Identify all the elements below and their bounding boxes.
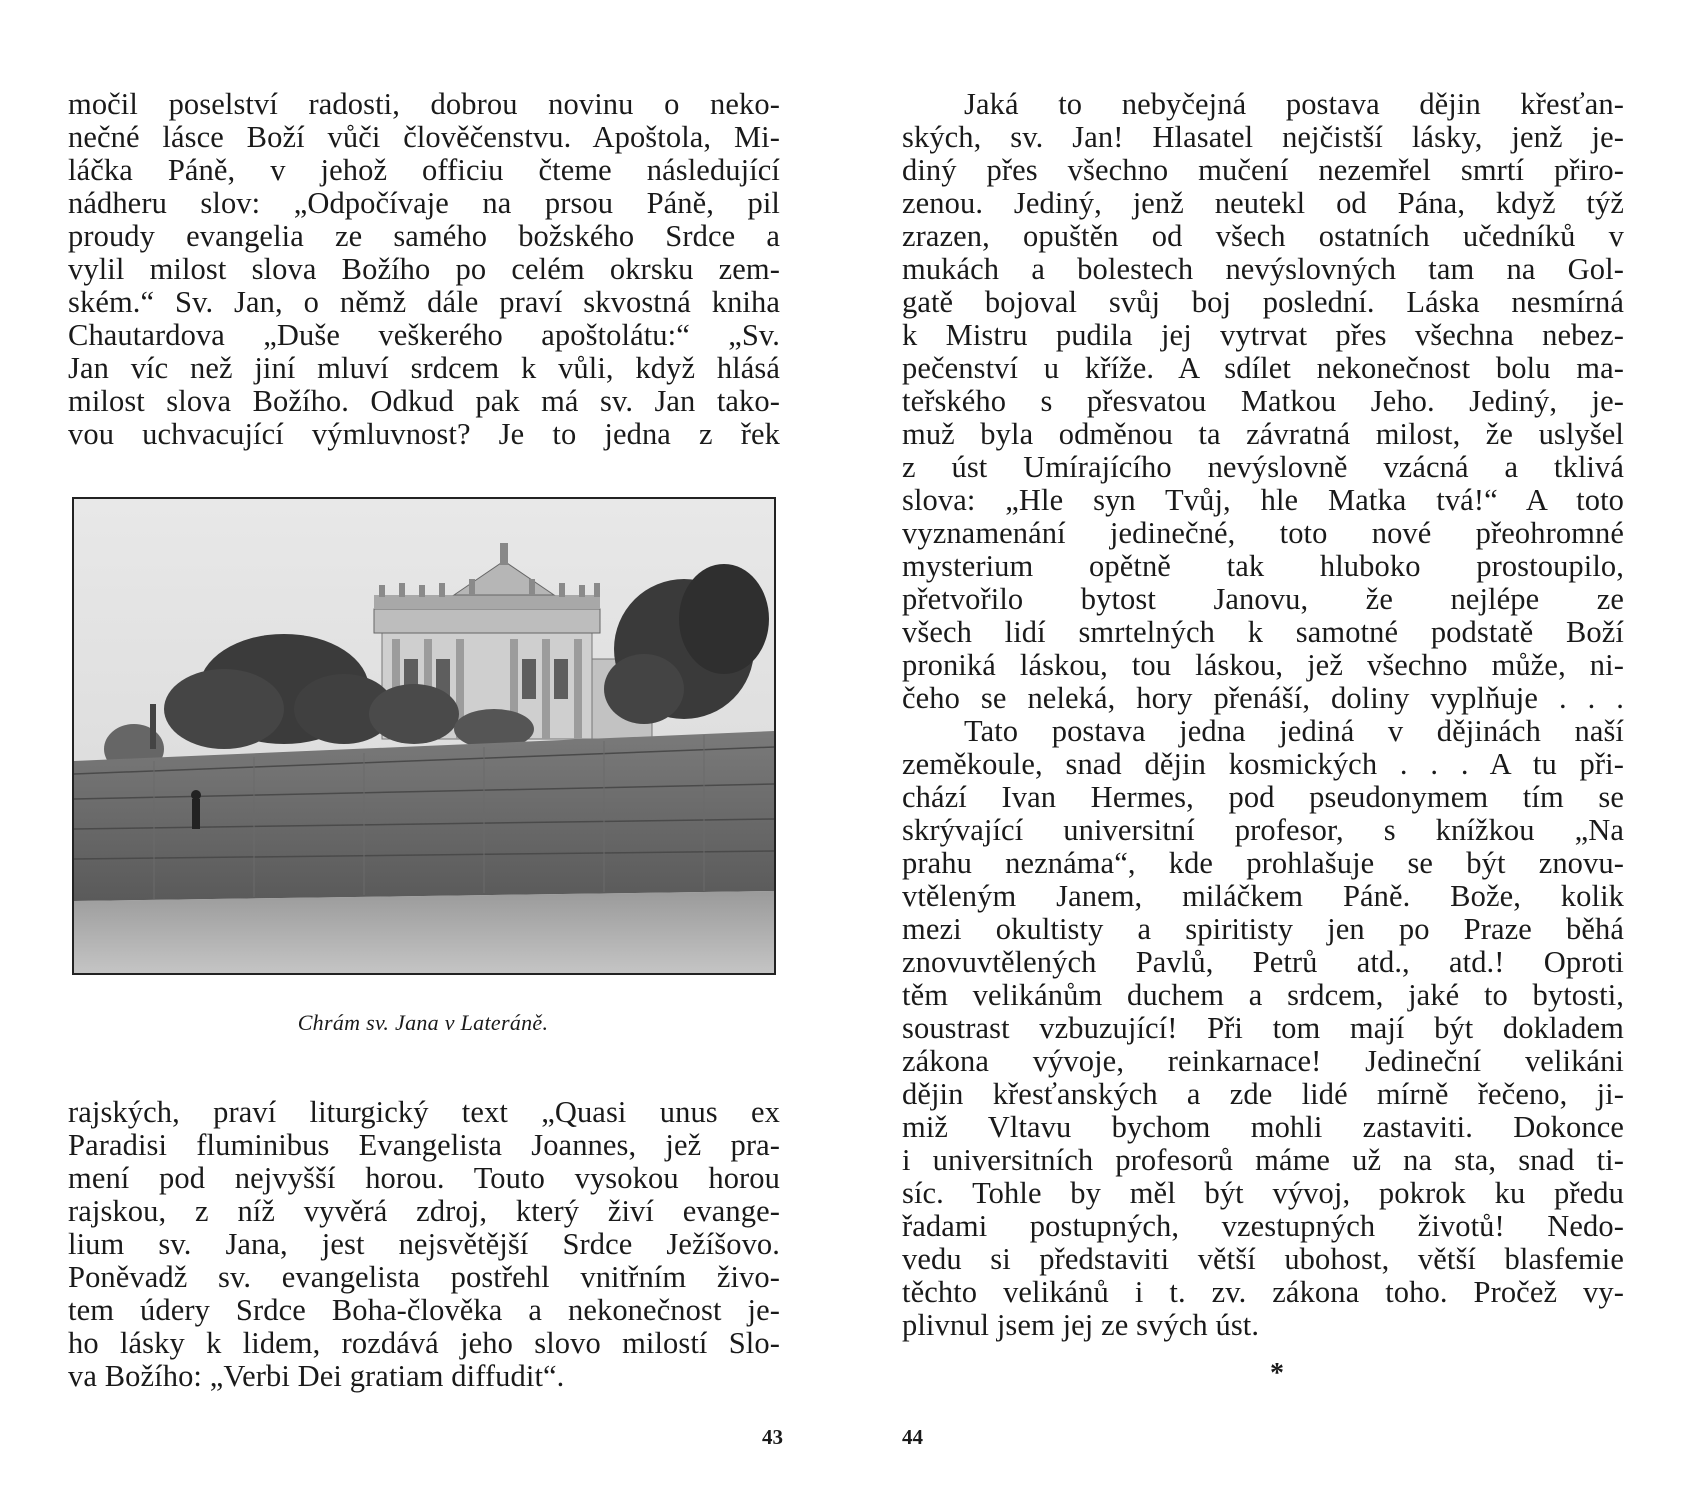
text-line: vou uchvacující výmluvnost? Je to jedna z řek xyxy=(68,417,780,451)
text-line: skrývající universitní profesor, s knížkou „Na xyxy=(902,813,1624,847)
left-page-bottom-text xyxy=(68,1096,780,1393)
text-line: prahu neznáma“, kde prohlašuje se být znovu- xyxy=(902,846,1624,880)
text-line: plivnul jsem jej ze svých úst. xyxy=(902,1308,1260,1342)
text-line: těchto velikánů i t. zv. zákona toho. Pročež vy- xyxy=(902,1275,1624,1309)
text-line: ských, sv. Jan! Hlasatel nejčistší lásky, jenž je- xyxy=(902,120,1624,154)
text-line: tem údery Srdce Boha-člověka a nekonečnost je- xyxy=(68,1293,780,1327)
text-line: muž byla odměnou ta závratná milost, že uslyšel xyxy=(902,417,1624,451)
text-line: ském.“ Sv. Jan, o němž dále praví skvostná kniha xyxy=(68,285,780,319)
text-line: slova: „Hle syn Tvůj, hle Matka tvá!“ A toto xyxy=(902,483,1624,517)
text-line: močil poselství radosti, dobrou novinu o neko- xyxy=(68,87,780,121)
right-page xyxy=(846,0,1692,1500)
text-line: mezi okultisty a spiritisty jen po Praze běhá xyxy=(902,912,1624,946)
text-line: čeho se neleká, hory přenáší, doliny vyplňuje . . . xyxy=(902,681,1624,715)
text-line: nečné lásce Boží vůči člověčenstvu. Apoštola, Mi- xyxy=(68,120,780,154)
text-line: Paradisi fluminibus Evangelista Joannes, jež pra- xyxy=(68,1128,780,1162)
text-line: rajskou, z níž vyvěrá zdroj, který živí evange- xyxy=(68,1194,780,1228)
text-line: chází Ivan Hermes, pod pseudonymem tím se xyxy=(902,780,1624,814)
church-photograph xyxy=(72,497,776,975)
text-line: těm velikánům duchem a srdcem, jaké to bytosti, xyxy=(902,978,1624,1012)
text-line: soustrast vzbuzující! Při tom mají být dokladem xyxy=(902,1011,1624,1045)
text-line: milost slova Božího. Odkud pak má sv. Jan tako- xyxy=(68,384,780,418)
text-line: láčka Páně, v jehož officiu čteme následující xyxy=(68,153,780,187)
text-line: zeměkoule, snad dějin kosmických . . . A tu při- xyxy=(902,747,1624,781)
page-number: 43 xyxy=(762,1425,783,1449)
text-line: gatě bojoval svůj boj poslední. Láska nesmírná xyxy=(902,285,1624,319)
text-line: vtěleným Janem, miláčkem Páně. Bože, kolik xyxy=(902,879,1624,913)
text-line: mení pod nejvyšší horou. Touto vysokou horou xyxy=(68,1161,780,1195)
text-line: znovuvtělených Pavlů, Petrů atd., atd.! Oproti xyxy=(902,945,1624,979)
section-asterisk: * xyxy=(1270,1358,1284,1389)
photo-caption: Chrám sv. Jana v Lateráně. xyxy=(297,1010,549,1035)
text-line: rajských, praví liturgický text „Quasi unus ex xyxy=(68,1095,780,1129)
text-line: ho lásky k lidem, rozdává jeho slovo milostí Slo- xyxy=(68,1326,780,1360)
text-line: mukách a bolestech nevýslovných tam na Gol- xyxy=(902,252,1624,286)
text-line: Jaká to nebyčejná postava dějin křesťan- xyxy=(964,87,1624,121)
text-line: všech lidí smrtelných k samotné podstatě Boží xyxy=(902,615,1624,649)
text-line: vylil milost slova Božího po celém okrsku zem- xyxy=(68,252,780,286)
text-line: pečenství u kříže. A sdílet nekonečnost bolu ma- xyxy=(902,351,1624,385)
text-line: Poněvadž sv. evangelista postřehl vnitřním živo- xyxy=(68,1260,780,1294)
text-line: zrazen, opuštěn od všech ostatních učedníků v xyxy=(902,219,1624,253)
text-line: síc. Tohle by měl být vývoj, pokrok ku předu xyxy=(902,1176,1624,1210)
right-page-text xyxy=(902,88,1624,1342)
text-line: teřského s přesvatou Matkou Jeho. Jediný, je- xyxy=(902,384,1624,418)
text-line: k Mistru pudila jej vytrvat přes všechna nebez- xyxy=(902,318,1624,352)
text-line: zenou. Jediný, jenž neutekl od Pána, když týž xyxy=(902,186,1624,220)
text-line: nádheru slov: „Odpočívaje na prsou Páně, pil xyxy=(68,186,780,220)
text-line: i universitních profesorů máme už na sta, snad ti- xyxy=(902,1143,1624,1177)
text-line: diný přes všechno mučení nezemřel smrtí přiro- xyxy=(902,153,1624,187)
text-line: Jan víc než jiní mluví srdcem k vůli, když hlásá xyxy=(68,351,780,385)
left-page-top-text xyxy=(68,88,780,451)
text-line: proniká láskou, tou láskou, jež všechno může, ni- xyxy=(902,648,1624,682)
text-line: Chautardova „Duše veškerého apoštolátu:“ „Sv. xyxy=(68,318,780,352)
text-line: proudy evangelia ze samého božského Srdce a xyxy=(68,219,780,253)
page-number: 44 xyxy=(902,1425,923,1449)
text-line: vedu si představiti větší ubohost, větší blasfemie xyxy=(902,1242,1624,1276)
text-line: lium sv. Jana, jest nejsvětější Srdce Ježíšovo. xyxy=(68,1227,780,1261)
text-line: vyznamenání jedinečné, toto nové přeohromné xyxy=(902,516,1624,550)
text-line: z úst Umírajícího nevýslovně vzácná a tklivá xyxy=(902,450,1624,484)
text-line: řadami postupných, vzestupných životů! Nedo- xyxy=(902,1209,1624,1243)
text-line: mysterium opětně tak hluboko prostoupilo, xyxy=(902,549,1624,583)
text-line: přetvořilo bytost Janovu, že nejlépe ze xyxy=(902,582,1624,616)
text-line: Tato postava jedna jediná v dějinách naší xyxy=(964,714,1624,748)
text-line: dějin křesťanských a zde lidé mírně řečeno, ji- xyxy=(902,1077,1624,1111)
text-line: zákona vývoje, reinkarnace! Jedineční velikáni xyxy=(902,1044,1624,1078)
text-line: va Božího: „Verbi Dei gratiam diffudit“. xyxy=(68,1359,565,1393)
text-line: miž Vltavu bychom mohli zastaviti. Dokonce xyxy=(902,1110,1624,1144)
